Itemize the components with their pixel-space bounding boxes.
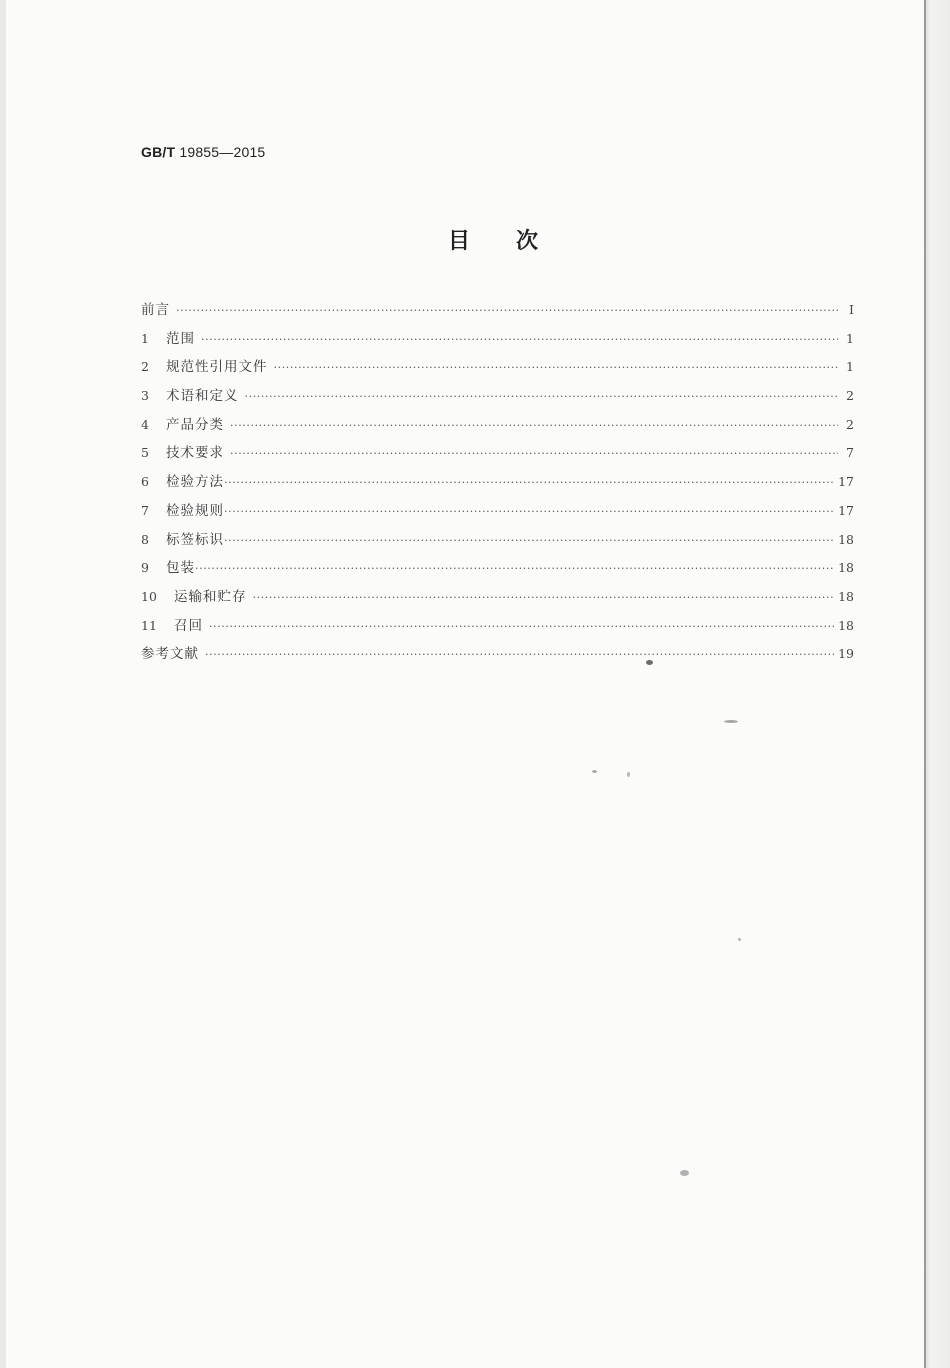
toc-entry-test-methods[interactable] xyxy=(141,470,854,499)
toc-entry-label: 规范性引用文件 xyxy=(166,359,268,376)
toc-entry-label: 检验方法 xyxy=(166,474,224,491)
document-code xyxy=(141,144,265,160)
toc-entry-technical-requirements[interactable] xyxy=(141,441,854,470)
toc-entry-label: 标签标识 xyxy=(166,531,224,548)
toc-entry-product-classification[interactable] xyxy=(141,413,854,442)
toc-entry-label: 前言 xyxy=(141,302,170,318)
toc-leader-dots xyxy=(245,390,839,403)
toc-entry-label: 术语和定义 xyxy=(166,388,239,405)
document-code-prefix: GB/T xyxy=(141,144,176,160)
toc-entry-page: 18 xyxy=(838,588,854,604)
toc-entry-inspection-rules[interactable] xyxy=(141,499,854,528)
toc-entry-label: 检验规则 xyxy=(166,502,224,519)
toc-entry-page: 17 xyxy=(838,502,854,518)
toc-entry-label: 技术要求 xyxy=(166,445,224,462)
toc-entry-label: 参考文献 xyxy=(141,646,199,663)
toc-leader-dots xyxy=(224,476,834,489)
toc-leader-dots xyxy=(224,534,834,547)
toc-leader-dots xyxy=(230,447,838,460)
toc-entry-page: 2 xyxy=(846,388,854,404)
toc-entry-transport-storage[interactable] xyxy=(141,585,854,614)
toc-entry-page: 19 xyxy=(838,646,854,662)
toc-entry-number: 5 xyxy=(141,445,149,461)
toc-entry-number: 8 xyxy=(141,531,149,547)
toc-leader-dots xyxy=(230,419,838,432)
toc-entry-label: 运输和贮存 xyxy=(174,588,247,605)
scan-speck xyxy=(627,772,630,777)
toc-entry-page: 1 xyxy=(846,330,854,346)
toc-entry-page: 18 xyxy=(838,617,854,633)
scan-speck xyxy=(592,770,597,773)
toc-entry-packaging[interactable] xyxy=(141,556,854,585)
toc-entry-label: 召回 xyxy=(174,617,203,634)
toc-entry-page: 7 xyxy=(846,445,854,461)
toc-entry-foreword[interactable] xyxy=(141,298,854,327)
toc-entry-terms-definitions[interactable] xyxy=(141,384,854,413)
toc-entry-number: 1 xyxy=(141,330,149,346)
toc-entry-number: 10 xyxy=(141,588,157,604)
toc-entry-normative-references[interactable] xyxy=(141,355,854,384)
toc-entry-label: 包装 xyxy=(166,560,195,577)
toc-entry-page: 2 xyxy=(846,416,854,432)
toc-title: 目次 xyxy=(448,229,585,254)
toc-entry-page: 17 xyxy=(838,474,854,490)
toc-entry-number: 9 xyxy=(141,560,149,576)
toc-leader-dots xyxy=(209,620,834,633)
page-edge xyxy=(924,0,950,1368)
toc-entry-number: 2 xyxy=(141,359,149,375)
table-of-contents xyxy=(141,298,854,671)
toc-entry-number: 4 xyxy=(141,416,149,432)
toc-entry-number: 6 xyxy=(141,474,149,490)
toc-entry-number: 3 xyxy=(141,388,149,404)
toc-entry-page: Ⅰ xyxy=(849,302,854,317)
toc-entry-bibliography[interactable] xyxy=(141,642,854,671)
toc-leader-dots xyxy=(274,361,839,374)
toc-leader-dots xyxy=(201,333,838,346)
toc-entry-label: 产品分类 xyxy=(166,416,224,433)
toc-leader-dots xyxy=(253,591,835,604)
toc-entry-scope[interactable] xyxy=(141,327,854,356)
toc-entry-page: 18 xyxy=(838,560,854,576)
toc-leader-dots xyxy=(224,505,834,518)
toc-entry-page: 18 xyxy=(838,531,854,547)
toc-leader-dots xyxy=(195,562,834,575)
scan-speck xyxy=(680,1170,689,1176)
toc-entry-page: 1 xyxy=(846,359,854,375)
toc-entry-number: 11 xyxy=(141,617,157,633)
toc-entry-recall[interactable] xyxy=(141,614,854,643)
scan-speck xyxy=(738,938,741,941)
toc-entry-label: 范围 xyxy=(166,330,195,347)
document-code-number: 19855—2015 xyxy=(179,144,266,160)
toc-leader-dots xyxy=(205,648,834,661)
toc-entry-labeling[interactable] xyxy=(141,528,854,557)
scan-speck xyxy=(646,660,653,665)
toc-leader-dots xyxy=(176,304,838,317)
toc-entry-number: 7 xyxy=(141,502,149,518)
scan-speck xyxy=(724,720,738,723)
document-page xyxy=(6,0,924,1368)
